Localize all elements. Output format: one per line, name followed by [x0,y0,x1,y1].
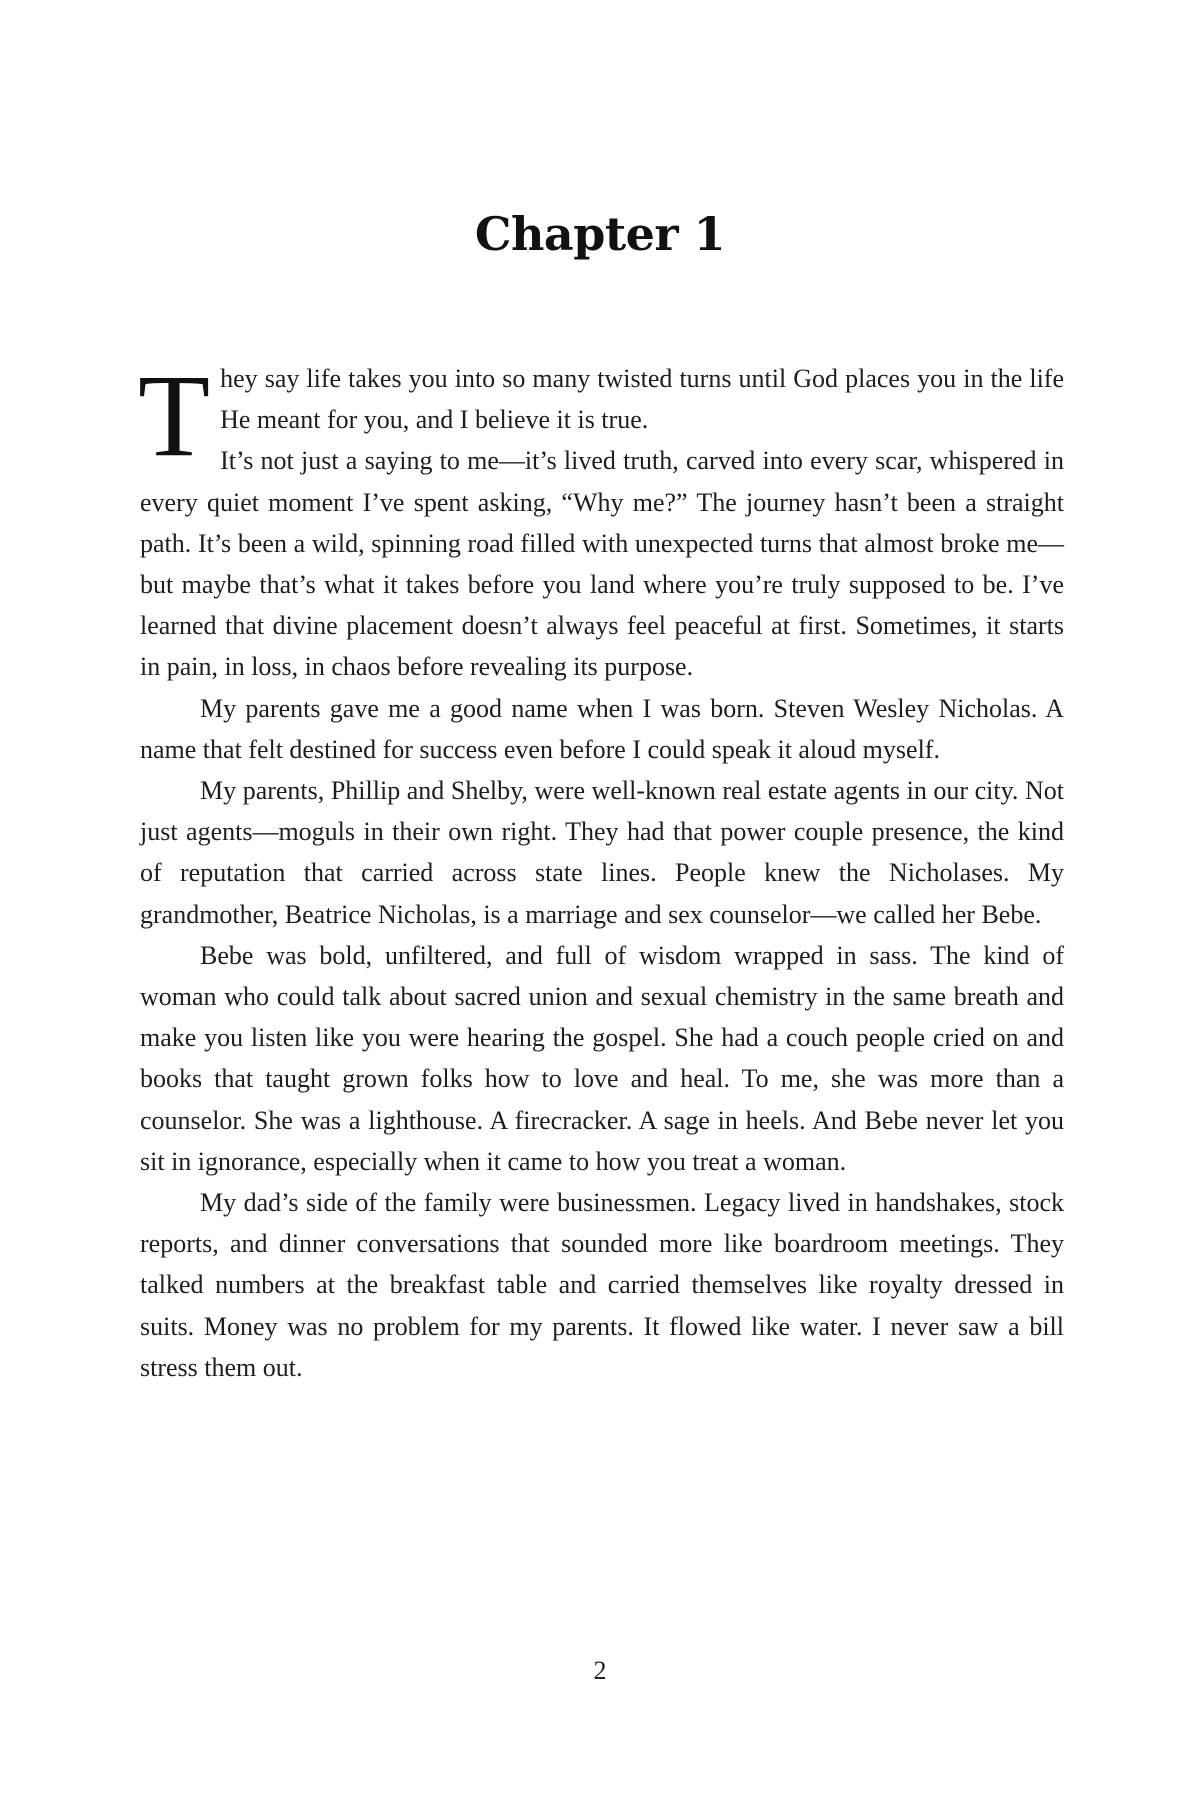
paragraph-6: My dad’s side of the family were businessmen. Legacy lived in handshakes, stock reports, and dinner conversations that sounded more like boardroom meetings. They talked numbers at the breakfast table and carried themselves like royalty dressed in suits. Money was no problem for my parents. It flowed like water. I never saw a bill stress them out. [140,1188,1064,1382]
paragraph-4: My parents, Phillip and Shelby, were well-known real estate agents in our city. Not just agents—moguls in their own right. They had that power couple presence, the kind of reputation that carried across state lines. People knew the Nicholases. My grandmother, Beatrice Nicholas, is a marriage and sex counselor—we called her Bebe. [140,776,1064,929]
paragraph-2-text: It’s not just a saying to me—it’s lived truth, carved into every scar, whispered in every quiet moment I’ve spent asking, “Why me?” The journey hasn’t been a straight path. It’s been a wild, spinning road filled with unexpected turns that almost broke me—but maybe that’s what it takes before you land where you’re truly supposed to be. I’ve learned that divine placement doesn’t always feel peaceful at first. Sometimes, it starts in pain, in loss, in chaos before revealing its purpose. [140,446,1064,682]
paragraph-1-text: hey say life takes you into so many twisted turns until God places you in the life He meant for you, and I believe it is true. [220,364,1064,435]
paragraph-2 [140,440,1064,687]
chapter-title: Chapter 1 [474,207,726,261]
paragraph-1 [138,350,1064,481]
paragraph-5: Bebe was bold, unfiltered, and full of wisdom wrapped in sass. The kind of woman who could talk about sacred union and sexual chemistry in the same breath and make you listen like you were hearing the gospel. She had a couch people cried on and books that taught grown folks how to love and heal. To me, she was more than a counselor. She was a lighthouse. A firecracker. A sage in heels. And Bebe never let you sit in ignorance, especially when it came to how you treat a woman. [140,940,1064,1176]
page-number: 2 [593,1656,607,1685]
drop-cap: T [138,350,211,481]
chapter-body [138,350,1064,1388]
paragraph-3: My parents gave me a good name when I was born. Steven Wesley Nicholas. A name that felt destined for success even before I could speak it aloud myself. [140,693,1064,764]
